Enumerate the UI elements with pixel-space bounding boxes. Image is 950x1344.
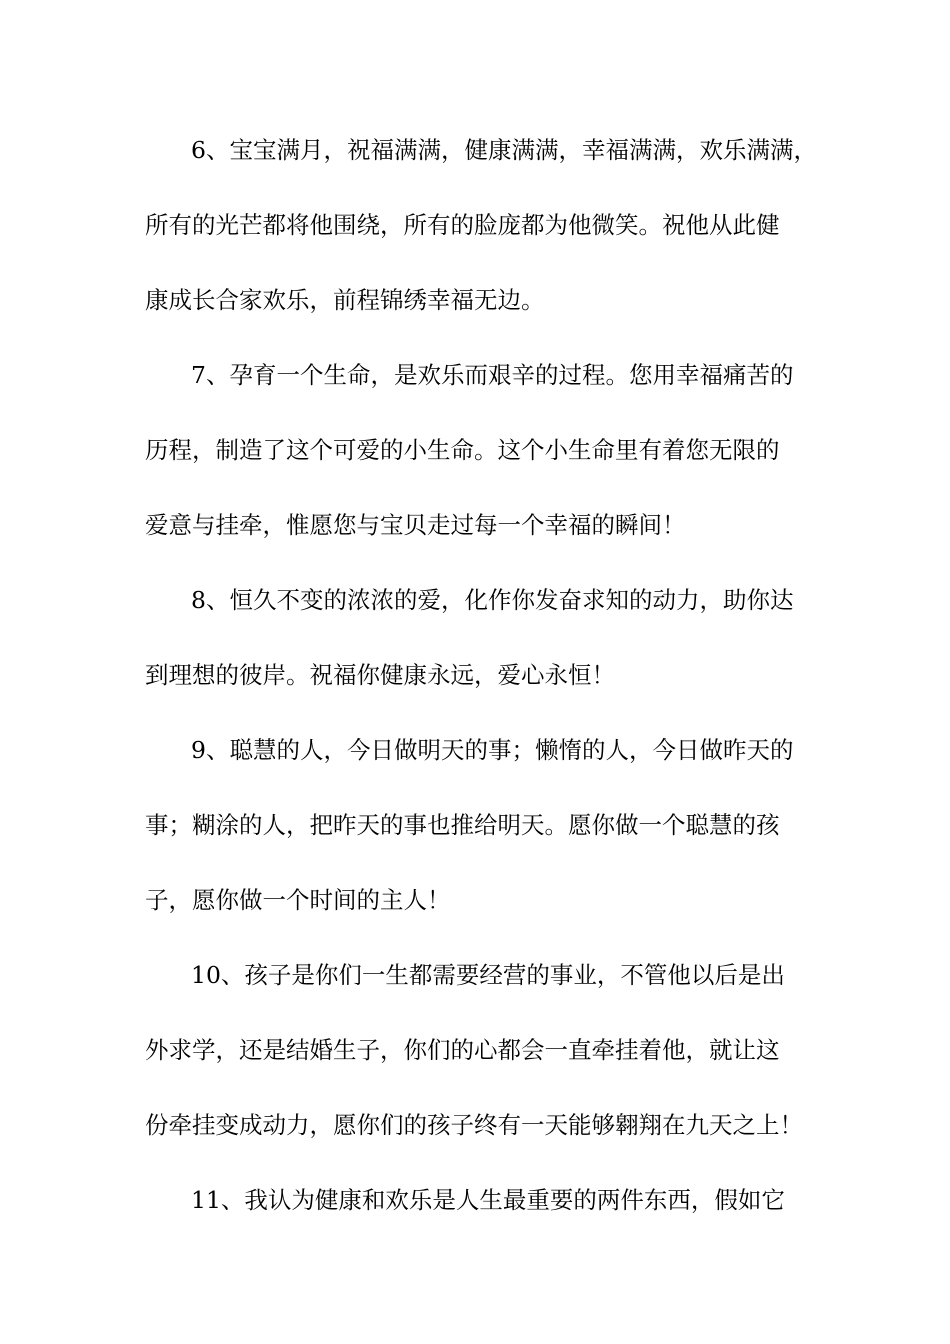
paragraph-10-line-2: 外求学，还是结婚生子，你们的心都会一直牵挂着他，就让这 [145,1036,780,1064]
paragraph-8-line-2: 到理想的彼岸。祝福你健康永远，爱心永恒！ [145,661,615,689]
paragraph-8-line-1: 8、恒久不变的浓浓的爱，化作你发奋求知的动力，助你达 [191,586,794,614]
paragraph-6-line-2: 所有的光芒都将他围绕，所有的脸庞都为他微笑。祝他从此健 [145,211,780,239]
paragraph-9-line-3: 子，愿你做一个时间的主人！ [145,886,451,914]
paragraph-10-line-3: 份牵挂变成动力，愿你们的孩子终有一天能够翱翔在九天之上！ [145,1111,803,1139]
paragraph-6-line-1: 6、宝宝满月，祝福满满，健康满满，幸福满满，欢乐满满， [191,136,817,164]
paragraph-9-line-1: 9、聪慧的人，今日做明天的事；懒惰的人，今日做昨天的 [191,736,794,764]
paragraph-7-line-1: 7、孕育一个生命，是欢乐而艰辛的过程。您用幸福痛苦的 [191,361,794,389]
paragraph-10-line-1: 10、孩子是你们一生都需要经营的事业，不管他以后是出 [191,961,785,989]
paragraph-7-line-2: 历程，制造了这个可爱的小生命。这个小生命里有着您无限的 [145,436,780,464]
paragraph-11-line-1: 11、我认为健康和欢乐是人生最重要的两件东西，假如它 [191,1186,785,1214]
paragraph-7-line-3: 爱意与挂牵，惟愿您与宝贝走过每一个幸福的瞬间！ [145,511,686,539]
paragraph-6-line-3: 康成长合家欢乐，前程锦绣幸福无边。 [145,286,545,314]
paragraph-9-line-2: 事；糊涂的人，把昨天的事也推给明天。愿你做一个聪慧的孩 [145,811,780,839]
